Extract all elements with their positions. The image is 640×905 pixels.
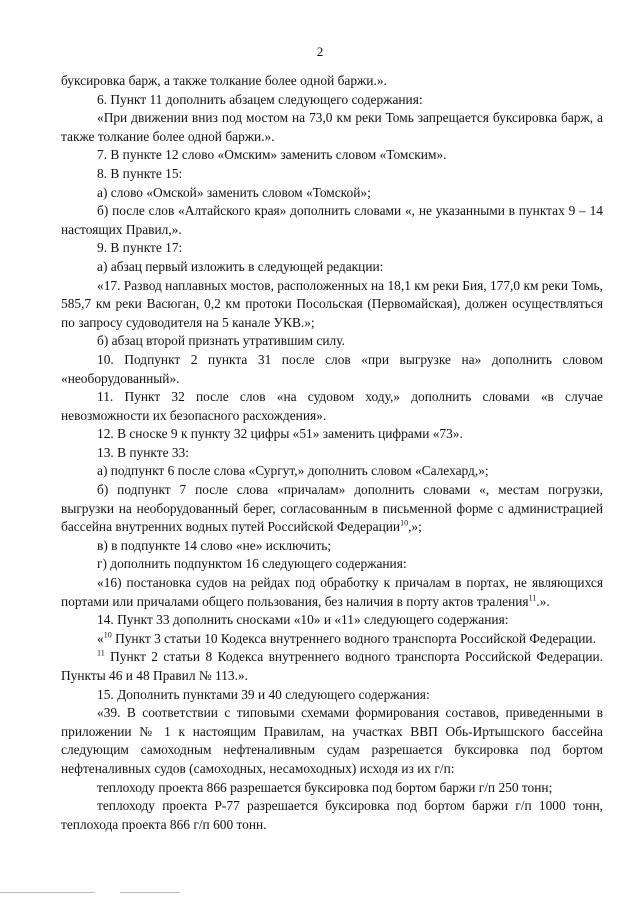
- paragraph-text: 8. В пункте 15:: [97, 165, 183, 181]
- page-bottom-edge: [0, 890, 640, 896]
- paragraph-text: 14. Пункт 33 дополнить сносками «10» и «11» следующего содержания:: [97, 612, 509, 628]
- paragraph: [61, 351, 603, 388]
- paragraph-text: в) в подпункте 14 слово «не» исключить;: [97, 537, 332, 553]
- footnote-paragraph: [61, 630, 603, 649]
- paragraph-text: а) абзац первый изложить в следующей редакции:: [97, 258, 384, 274]
- paragraph: [61, 704, 603, 778]
- paragraph-text: 13. В пункте 33:: [97, 444, 189, 460]
- paragraph-text: б) подпункт 7 после слова «причалам» дополнить словами «, местам погрузки, выгрузки на необорудованный берег, согласованным в письменной форме с администрацией бассейна внутренних водных путей Российской Федерации: [61, 482, 603, 535]
- paragraph-text: а) подпункт 6 после слова «Сургут,» дополнить словом «Салехард,»;: [97, 463, 489, 479]
- paragraph: [61, 481, 603, 537]
- paragraph: [61, 72, 603, 91]
- paragraph: [61, 239, 603, 258]
- paragraph-text: б) абзац второй признать утратившим силу.: [97, 333, 345, 349]
- paragraph: [61, 184, 603, 203]
- document-body: [61, 72, 603, 834]
- paragraph-text: 11. Пункт 32 после слов «на судовом ходу,» дополнить словами «в случае невозможности их безопасного расхождения».: [61, 389, 603, 423]
- paragraph: [61, 555, 603, 574]
- paragraph: [61, 146, 603, 165]
- paragraph-text: теплоходу проекта Р-77 разрешается буксировка под бортом баржи г/п 1000 тонн, теплохода проекта 866 г/п 600 тонн.: [61, 798, 603, 832]
- paragraph-tail: .».: [536, 593, 550, 609]
- footnote-ref: 10: [400, 518, 409, 528]
- paragraph-text: б) после слов «Алтайского края» дополнить словами «, не указанными в пунктах 9 – 14 настоящих Правил,».: [61, 203, 603, 237]
- paragraph: [61, 109, 603, 146]
- paragraph: [61, 425, 603, 444]
- paragraph-text: 7. В пункте 12 слово «Омским» заменить словом «Томским».: [97, 147, 447, 163]
- paragraph-text: 6. Пункт 11 дополнить абзацем следующего содержания:: [97, 91, 423, 107]
- paragraph: [61, 611, 603, 630]
- paragraph-text: 10. Подпункт 2 пункта 31 после слов «при выгрузке на» дополнить словом «необорудованный».: [61, 351, 603, 386]
- paragraph: [61, 388, 603, 425]
- paragraph-lead: «: [97, 630, 104, 646]
- edge-mark: [120, 892, 180, 893]
- paragraph-text: а) слово «Омской» заменить словом «Томской»;: [97, 184, 371, 200]
- paragraph: [61, 202, 603, 239]
- paragraph-text: 9. В пункте 17:: [97, 240, 183, 256]
- footnote-paragraph: [61, 648, 603, 685]
- paragraph: [61, 258, 603, 277]
- footnote-marker: 10: [103, 630, 112, 640]
- paragraph-tail: ,»;: [408, 519, 422, 535]
- paragraph-text: «39. В соответствии с типовыми схемами формирования составов, приведенными в приложении № 1 к настоящим Правилам, на участках ВВП Обь-Иртышского бассейна следующим самоходным нефтеналивным судам разрешается буксировка под бортом нефтеналивных судов (самоходных, несамоходных) исходя из их г/п:: [61, 705, 603, 776]
- footnote-marker: 11: [97, 648, 105, 658]
- paragraph: [61, 165, 603, 184]
- paragraph: [61, 332, 603, 351]
- paragraph: [61, 574, 603, 611]
- paragraph-text: Пункт 3 статьи 10 Кодекса внутреннего водного транспорта Российской Федерации.: [115, 630, 596, 646]
- paragraph: [61, 277, 603, 333]
- paragraph: [61, 537, 603, 556]
- paragraph-text: г) дополнить подпунктом 16 следующего содержания:: [97, 556, 407, 572]
- paragraph-text: теплоходу проекта 866 разрешается буксировка под бортом баржи г/п 250 тонн;: [97, 779, 553, 795]
- paragraph-text: «16) постановка судов на рейдах под обработку к причалам в портах, не являющихся портами или причалами общего пользования, без наличия в порту актов траления: [61, 575, 603, 609]
- paragraph-text: буксировка барж, а также толкание более одной баржи.».: [61, 73, 387, 88]
- page-number: 2: [316, 44, 324, 59]
- paragraph: [61, 91, 603, 110]
- footnote-ref: 11: [528, 593, 537, 603]
- paragraph: [61, 779, 603, 798]
- paragraph: [61, 462, 603, 481]
- edge-mark: [0, 892, 95, 893]
- paragraph: [61, 797, 603, 834]
- paragraph-text: Пункт 2 статьи 8 Кодекса внутреннего водного транспорта Российской Федерации. Пункты 46 и 48 Правил № 113.».: [61, 649, 603, 683]
- paragraph: [61, 686, 603, 705]
- paragraph-text: 15. Дополнить пунктами 39 и 40 следующего содержания:: [97, 686, 430, 702]
- paragraph-text: 12. В сноске 9 к пункту 32 цифры «51» заменить цифрами «73».: [97, 426, 463, 442]
- paragraph-text: «17. Развод наплавных мостов, расположенных на 18,1 км реки Бия, 177,0 км реки Томь, 585,7 км реки Васюган, 0,2 км протоки Посольская (Первомайская), должен осуществляться по запросу судоводителя на 5 канале УКВ.»;: [61, 277, 603, 330]
- paragraph-text: «При движении вниз под мостом на 73,0 км реки Томь запрещается буксировка барж, а также толкание более одной баржи.».: [61, 110, 603, 144]
- paragraph: [61, 444, 603, 463]
